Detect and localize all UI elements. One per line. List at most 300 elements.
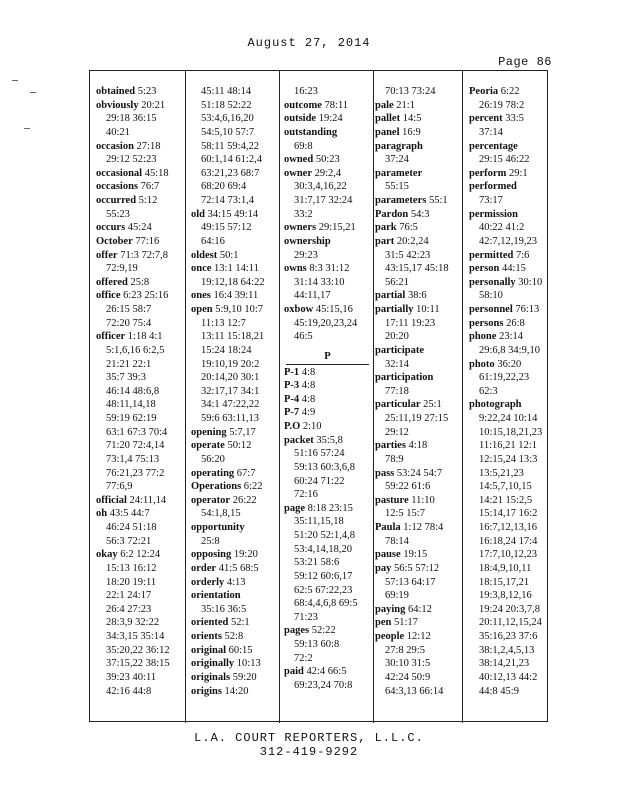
index-entry xyxy=(375,616,461,630)
page-reference-line: 18:4,9,10,11 xyxy=(479,562,532,574)
page-reference-line: 17:7,10,12,23 xyxy=(479,549,538,561)
page-reference-line: 59:13 60:8 xyxy=(294,639,340,650)
page-reference: 77:16 xyxy=(132,235,160,247)
page-reference-line: 40:21 xyxy=(106,126,130,138)
page-reference: 50:23 xyxy=(313,154,340,166)
index-entry xyxy=(375,439,461,453)
index-term: parameter xyxy=(375,167,423,179)
page-reference: 4:9 xyxy=(299,407,316,419)
index-term: oxbow xyxy=(284,304,314,315)
page-reference-line: 19:12,18 64:22 xyxy=(201,276,265,288)
index-term: owns xyxy=(284,263,307,275)
page-reference-line: 58:11 59:4,22 xyxy=(201,140,259,152)
page-reference: 70:13 73:24 xyxy=(385,86,436,97)
index-entry xyxy=(191,85,277,99)
index-section-letter: P xyxy=(324,350,331,362)
index-term: opening xyxy=(191,426,227,438)
page-reference-line: 69:8 xyxy=(294,140,313,152)
page-reference-line: 25:11,19 27:15 xyxy=(385,413,449,424)
index-term: officer xyxy=(96,331,126,343)
index-term: part xyxy=(375,235,395,247)
index-entry xyxy=(284,262,371,276)
page-reference: 51:17 xyxy=(391,617,418,629)
index-term: P-7 xyxy=(284,407,300,419)
index-entry xyxy=(375,521,461,535)
page-reference-line: 55:15 xyxy=(385,181,409,193)
index-term: old xyxy=(191,208,206,220)
index-entry xyxy=(375,221,461,235)
index-term: originals xyxy=(191,671,231,683)
page-reference-line: 55:23 xyxy=(106,208,130,220)
index-entry xyxy=(375,126,461,140)
page-reference-line: 59:19 62:19 xyxy=(106,413,157,424)
index-entry xyxy=(96,180,184,194)
page-reference: 1:18 4:1 xyxy=(125,331,163,343)
index-term: outside xyxy=(284,113,317,125)
page-reference: 71:3 72:7,8 xyxy=(117,249,169,261)
page-reference-line: 58:10 xyxy=(479,290,503,302)
index-entry xyxy=(96,99,184,113)
index-entry xyxy=(375,494,461,508)
page-reference: 16:9 xyxy=(399,126,421,138)
index-term: parameters xyxy=(375,195,427,206)
page-reference-line: 42:7,12,19,23 xyxy=(479,235,538,247)
index-entry xyxy=(469,358,547,372)
page-reference: 6:23 25:16 xyxy=(120,290,169,302)
page-reference: 23:14 xyxy=(496,331,523,343)
page-reference: 27:18 xyxy=(133,140,161,152)
page-reference: 10:13 xyxy=(234,658,261,670)
page-reference: 20:2,24 xyxy=(394,235,429,247)
index-term: obviously xyxy=(96,99,139,111)
index-entry xyxy=(375,603,461,617)
page-reference-line: 37:15,22 38:15 xyxy=(106,658,170,670)
page-reference: 4:8 xyxy=(299,366,316,378)
index-term: photograph xyxy=(469,399,522,411)
page-reference: 76:13 xyxy=(512,304,540,315)
page-reference-line: 22:1 24:17 xyxy=(106,590,152,602)
index-term: permission xyxy=(469,208,519,220)
index-term: partial xyxy=(375,290,406,302)
index-entry xyxy=(469,276,547,290)
index-term: paying xyxy=(375,603,406,615)
index-entry xyxy=(191,548,277,562)
page-reference-line: 26:4 27:23 xyxy=(106,603,152,615)
index-term: official xyxy=(96,494,127,506)
page-reference: 59:20 xyxy=(230,671,257,683)
index-term: pallet xyxy=(375,113,401,125)
index-entry xyxy=(375,235,461,249)
index-term: person xyxy=(469,263,500,275)
index-entry xyxy=(191,467,277,481)
index-entry xyxy=(191,589,277,603)
index-entry xyxy=(284,112,371,126)
index-term: pasture xyxy=(375,494,409,506)
page-reference-line: 11:16,21 12:1 xyxy=(479,440,537,452)
index-term: personally xyxy=(469,276,516,288)
index-term: people xyxy=(375,631,405,642)
page-reference: 29:2,4 xyxy=(312,167,342,179)
index-entry xyxy=(96,221,184,235)
page-reference-line: 53:4,14,18,20 xyxy=(294,543,353,555)
page-reference-line: 26:19 78:2 xyxy=(479,99,525,111)
index-term: occasional xyxy=(96,167,143,179)
index-entry xyxy=(191,616,277,630)
index-term: percent xyxy=(469,113,503,125)
page-reference-line: 35:20,22 36:12 xyxy=(106,644,170,656)
page-reference-line: 49:15 57:12 xyxy=(201,222,252,234)
page-reference: 11:10 xyxy=(408,494,435,506)
index-term: operate xyxy=(191,440,225,452)
index-term: October xyxy=(96,235,133,247)
index-term: occasions xyxy=(96,181,138,193)
index-term: oriented xyxy=(191,617,229,629)
page-reference-line: 29:23 xyxy=(294,249,318,261)
index-term: offer xyxy=(96,249,118,261)
index-term: persons xyxy=(469,317,504,329)
page-reference: 4:8 xyxy=(299,380,316,392)
index-entry xyxy=(375,99,461,113)
page-reference-line: 12:5 15:7 xyxy=(385,508,425,520)
index-term: Pardon xyxy=(375,208,409,220)
page-reference-line: 32:17,17 34:1 xyxy=(201,385,260,397)
page-reference-line: 57:13 64:17 xyxy=(385,576,436,588)
index-term: orderly xyxy=(191,576,225,588)
page-reference-line: 34:1 47:22,22 xyxy=(201,399,260,411)
index-entry xyxy=(191,576,277,590)
column-divider xyxy=(373,71,374,723)
page-reference: 14:20 xyxy=(221,685,249,697)
page-reference: 30:10 xyxy=(515,276,543,288)
page-reference-line: 15:24 18:24 xyxy=(201,344,252,356)
page-reference-line: 71:20 72:4,14 xyxy=(106,440,165,452)
page-reference-line: 62:3 xyxy=(479,385,498,397)
page-reference: 76:5 xyxy=(396,222,418,234)
scan-mark xyxy=(12,80,18,81)
index-entry xyxy=(284,379,371,393)
index-entry xyxy=(469,262,547,276)
page-reference-line: 20:11,12,15,24 xyxy=(479,617,542,629)
index-entry xyxy=(469,398,547,412)
page-reference-line: 17:11 19:23 xyxy=(385,317,436,329)
index-entry xyxy=(191,657,277,671)
page-reference-line: 54:1,8,15 xyxy=(201,508,241,520)
page-reference: 10:11 xyxy=(413,304,440,315)
index-term: particular xyxy=(375,399,421,411)
index-entry xyxy=(191,262,277,276)
page-reference-line: 45:19,20,23,24 xyxy=(294,317,358,329)
index-entry xyxy=(96,507,184,521)
page-reference: 60:15 xyxy=(226,644,253,656)
index-term: pale xyxy=(375,99,394,111)
page-reference-line: 44:11,17 xyxy=(294,290,331,302)
index-entry xyxy=(375,140,461,154)
page-reference-line: 27:8 29:5 xyxy=(385,644,425,656)
page-reference-line: 39:23 40:11 xyxy=(106,671,157,683)
page-reference-line: 78:9 xyxy=(385,453,404,465)
index-entry xyxy=(284,167,371,181)
page-reference: 19:15 xyxy=(400,549,428,561)
index-term: obtained xyxy=(96,86,136,97)
index-entry xyxy=(96,548,184,562)
page-reference-line: 56:21 xyxy=(385,276,409,288)
index-entry xyxy=(191,644,277,658)
index-term: ownership xyxy=(284,235,331,247)
index-entry xyxy=(191,208,277,222)
index-term: Peoria xyxy=(469,86,499,97)
page-reference: 20:21 xyxy=(138,99,166,111)
page-reference-line: 56:20 xyxy=(201,453,225,465)
index-term: pause xyxy=(375,549,401,561)
index-entry xyxy=(284,303,371,317)
page-reference-line: 33:2 xyxy=(294,208,313,220)
index-entry xyxy=(469,330,547,344)
page-reference-line: 72:16 xyxy=(294,489,318,501)
index-column-5 xyxy=(469,85,547,718)
page-reference-line: 78:14 xyxy=(385,535,409,547)
page-reference-line: 53:4,6,16,20 xyxy=(201,113,254,125)
index-term: Paula xyxy=(375,522,401,533)
page-reference-line: 68:20 69:4 xyxy=(201,181,247,193)
page-reference: 41:5 68:5 xyxy=(216,562,259,574)
index-entry xyxy=(284,235,371,249)
index-term: partially xyxy=(375,304,414,315)
index-term: order xyxy=(191,562,217,574)
index-entry xyxy=(375,85,461,99)
page-reference-line: 59:13 60:3,6,8 xyxy=(294,461,355,473)
page-reference-line: 29:12 52:23 xyxy=(106,154,157,166)
page-reference: 44:15 xyxy=(499,263,526,275)
page-reference: 19:20 xyxy=(231,549,258,561)
index-column-1 xyxy=(96,85,184,718)
page-reference: 26:8 xyxy=(503,317,525,329)
page-reference: 45:24 xyxy=(125,222,152,234)
page-reference-line: 40:22 41:2 xyxy=(479,222,525,234)
index-term: occurred xyxy=(96,195,137,206)
page-reference-line: 5:1,6,16 6:2,5 xyxy=(106,344,165,356)
page-reference: 6:22 xyxy=(498,86,520,97)
index-term: open xyxy=(191,304,213,315)
index-term: permitted xyxy=(469,249,514,261)
page-reference: 16:23 xyxy=(294,86,318,97)
page-reference-line: 77:6,9 xyxy=(106,481,133,493)
page-reference: 55:1 xyxy=(426,195,448,206)
page-reference: 52:22 xyxy=(309,625,336,637)
index-term: operator xyxy=(191,494,231,506)
page-reference: 45:18 xyxy=(142,167,169,179)
index-term: P-3 xyxy=(284,380,300,392)
index-term: oh xyxy=(96,508,108,520)
index-entry xyxy=(191,303,277,317)
page-reference-line: 31:14 33:10 xyxy=(294,276,345,288)
page-reference-line: 19:24 20:3,7,8 xyxy=(479,603,540,615)
page-reference-line: 76:21,23 77:2 xyxy=(106,467,165,479)
page-reference-line: 29:6,8 34:9,10 xyxy=(479,344,540,356)
page-reference: 54:3 xyxy=(408,208,430,220)
index-term: offered xyxy=(96,276,128,288)
page-reference-line: 9:22,24 10:14 xyxy=(479,413,538,424)
index-entry xyxy=(375,289,461,303)
index-entry xyxy=(284,434,371,448)
page-reference-line: 42:16 44:8 xyxy=(106,685,152,697)
page-reference-line: 13:11 15:18,21 xyxy=(201,331,265,343)
page-reference-line: 72:9,19 xyxy=(106,263,138,275)
page-reference-line: 64:3,13 66:14 xyxy=(385,685,444,697)
page-reference-line: 62:5 67:22,23 xyxy=(294,584,353,596)
index-term: pages xyxy=(284,625,310,637)
page-reference-line: 61:19,22,23 xyxy=(479,372,530,384)
index-term: owner xyxy=(284,167,312,179)
page-reference: 43:5 44:7 xyxy=(107,508,150,520)
page-reference-line: 35:7 39:3 xyxy=(106,372,146,384)
page-reference-line: 69:19 xyxy=(385,590,409,602)
index-term: okay xyxy=(96,549,118,561)
index-entry xyxy=(284,665,371,679)
page-reference-line: 51:20 52:1,4,8 xyxy=(294,530,355,541)
index-entry xyxy=(375,303,461,317)
index-entry xyxy=(469,303,547,317)
page-reference: 4:13 xyxy=(224,576,246,588)
page-reference: 52:8 xyxy=(221,631,244,642)
index-entry xyxy=(469,140,547,154)
page-reference-line: 18:15,17,21 xyxy=(479,576,530,588)
index-term: owned xyxy=(284,154,314,166)
index-entry xyxy=(284,420,371,434)
page-reference: 4:18 xyxy=(405,440,428,452)
index-term: occasion xyxy=(96,140,134,152)
index-column-4 xyxy=(375,85,461,718)
index-entry xyxy=(96,249,184,263)
page-reference-line: 16:18,24 17:4 xyxy=(479,535,538,547)
index-term: orients xyxy=(191,631,222,642)
index-entry xyxy=(191,249,277,263)
index-entry xyxy=(284,153,371,167)
section-rule xyxy=(286,364,369,365)
index-entry xyxy=(375,167,461,181)
page-reference: 5:9,10 10:7 xyxy=(212,304,264,315)
page-reference-line: 77:18 xyxy=(385,385,409,397)
index-term: P-4 xyxy=(284,393,300,405)
index-entry xyxy=(375,371,461,385)
page-reference: 8:18 23:15 xyxy=(305,502,353,514)
page-reference: 7:6 xyxy=(513,249,530,261)
page-reference-line: 60:1,14 61:2,4 xyxy=(201,154,262,166)
page-reference-line: 35:16,23 37:6 xyxy=(479,631,538,642)
index-entry xyxy=(375,208,461,222)
index-term: ones xyxy=(191,290,211,302)
index-entry xyxy=(191,671,277,685)
header-date: August 27, 2014 xyxy=(247,36,371,50)
page-reference: 45:15,16 xyxy=(313,304,353,315)
page-reference: 21:1 xyxy=(393,99,415,111)
page-reference-line: 34:3,15 35:14 xyxy=(106,631,165,642)
page-reference: 36:20 xyxy=(494,358,522,370)
index-term: opportunity xyxy=(191,522,245,533)
index-term: pen xyxy=(375,617,392,629)
index-entry xyxy=(284,99,371,113)
column-divider xyxy=(462,71,463,723)
index-entry xyxy=(191,494,277,508)
page-reference: 14:5 xyxy=(400,113,422,125)
page-reference: 24:11,14 xyxy=(126,494,167,506)
page-reference-line: 25:8 xyxy=(201,535,220,547)
index-column-2 xyxy=(191,85,277,718)
page-reference-line: 51:16 57:24 xyxy=(294,448,345,460)
page-reference-line: 38:14,21,23 xyxy=(479,658,530,670)
page-reference: 52:1 xyxy=(228,617,250,629)
page-reference-line: 59:6 63:11,13 xyxy=(201,413,259,424)
index-entry xyxy=(191,562,277,576)
index-term: oldest xyxy=(191,249,218,261)
index-entry xyxy=(375,344,461,358)
page-reference: 29:15,21 xyxy=(316,222,356,234)
page-reference: 6:2 12:24 xyxy=(117,549,161,561)
index-entry xyxy=(191,521,277,535)
index-entry xyxy=(96,289,184,303)
page-reference-line: 28:3,9 32:22 xyxy=(106,617,160,629)
index-term: opposing xyxy=(191,549,232,561)
page-reference-line: 14:21 15:2,5 xyxy=(479,494,533,506)
index-entry xyxy=(96,194,184,208)
index-term: original xyxy=(191,644,227,656)
index-entry xyxy=(469,112,547,126)
page-reference-line: 30:10 31:5 xyxy=(385,658,431,670)
index-term: page xyxy=(284,502,305,514)
page-reference-line: 40:12,13 44:2 xyxy=(479,671,538,683)
page-reference-line: 37:14 xyxy=(479,126,503,138)
page-reference-line: 35:11,15,18 xyxy=(294,516,344,528)
index-entry xyxy=(96,235,184,249)
page-reference-line: 18:20 19:11 xyxy=(106,576,157,588)
page-reference-line: 29:18 36:15 xyxy=(106,113,157,125)
index-term: operating xyxy=(191,467,235,479)
page-reference-line: 42:24 50:9 xyxy=(385,671,431,683)
page-reference: 38:6 xyxy=(405,290,427,302)
header-page-number: Page 86 xyxy=(498,55,552,69)
page-reference-line: 46:24 51:18 xyxy=(106,522,157,533)
page-reference-line: 63:1 67:3 70:4 xyxy=(106,426,168,438)
page-reference-line: 14:5,7,10,15 xyxy=(479,481,532,493)
index-table xyxy=(89,70,548,722)
page-reference-line: 46:14 48:6,8 xyxy=(106,385,160,397)
page-reference: 12:12 xyxy=(404,631,431,642)
page-reference-line: 15:14,17 16:2 xyxy=(479,508,538,520)
page-reference: 34:15 49:14 xyxy=(205,208,259,220)
page-reference-line: 12:15,24 13:3 xyxy=(479,453,538,465)
page-reference-line: 13:5,21,23 xyxy=(479,467,524,479)
index-term: parties xyxy=(375,440,406,452)
page-reference: 13:1 14:11 xyxy=(211,263,259,275)
page-reference: 53:24 54:7 xyxy=(394,467,443,479)
page-reference-line: 71:23 xyxy=(294,611,318,623)
index-term: pass xyxy=(375,467,395,479)
page-reference-line: 48:11,14,18 xyxy=(106,399,156,411)
page-reference-line: 35:16 36:5 xyxy=(201,603,247,615)
page-reference-line: 54:5,10 57:7 xyxy=(201,126,255,138)
index-entry xyxy=(96,330,184,344)
page-reference-line: 31:5 42:23 xyxy=(385,249,431,261)
page-reference: 5:23 xyxy=(135,86,157,97)
index-entry xyxy=(284,221,371,235)
index-entry xyxy=(375,467,461,481)
index-entry xyxy=(375,194,461,208)
page-reference-line: 73:17 xyxy=(479,195,503,206)
index-term: percentage xyxy=(469,140,518,152)
page-reference: 29:1 xyxy=(506,167,528,179)
page-reference: 2:10 xyxy=(300,421,322,432)
page-reference-line: 11:13 12:7 xyxy=(201,317,246,329)
page-reference: 16:4 39:11 xyxy=(210,290,259,302)
